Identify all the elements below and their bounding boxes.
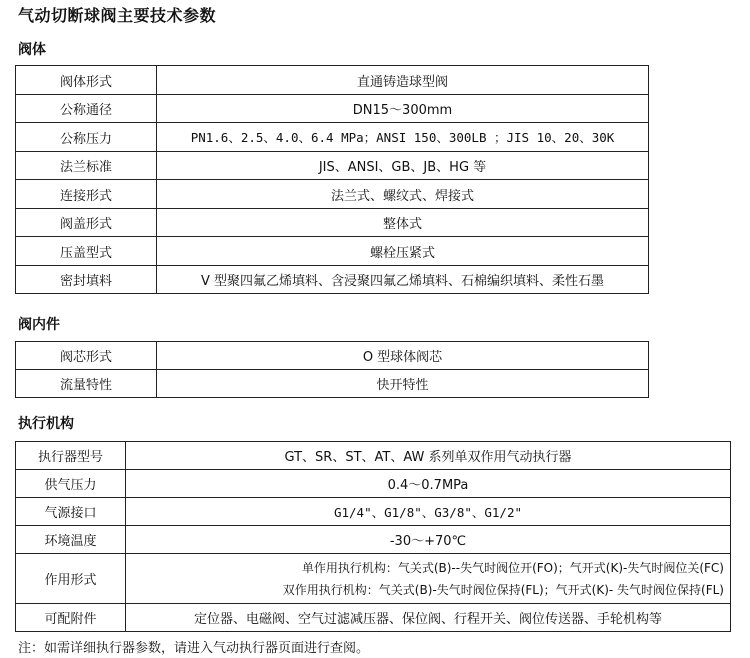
table-row bbox=[16, 498, 731, 526]
section-title-valve-body: 阀体 bbox=[18, 42, 46, 58]
row-value: 定位器、电磁阀、空气过滤减压器、保位阀、行程开关、阀位传送器、手轮机构等 bbox=[126, 604, 731, 632]
row-value: JIS、ANSI、GB、JB、HG 等 bbox=[157, 152, 649, 180]
row-label: 供气压力 bbox=[16, 470, 126, 498]
row-label: 环境温度 bbox=[16, 526, 126, 554]
table-row bbox=[16, 123, 649, 152]
table-row bbox=[16, 604, 731, 632]
row-value: 0.4～0.7MPa bbox=[126, 470, 731, 498]
row-value: 整体式 bbox=[157, 209, 649, 237]
row-value: 直通铸造球型阀 bbox=[157, 66, 649, 95]
document-title: 气动切断球阀主要技术参数 bbox=[18, 6, 217, 25]
row-label: 压盖型式 bbox=[16, 237, 157, 266]
action-mode-double: 双作用执行机构：气关式(B)-失气时阀位保持(FL)；气开式(K)- 失气时阀位保持(FL) bbox=[282, 582, 724, 597]
valve-trim-table bbox=[15, 341, 649, 398]
row-label: 气源接口 bbox=[16, 498, 126, 526]
actuator-table bbox=[15, 441, 731, 632]
table-row bbox=[16, 470, 731, 498]
row-label: 阀盖形式 bbox=[16, 209, 157, 237]
section-title-actuator: 执行机构 bbox=[18, 416, 74, 432]
row-value: V 型聚四氟乙烯填料、含浸聚四氟乙烯填料、石棉编织填料、柔性石墨 bbox=[157, 266, 649, 294]
table-row bbox=[16, 370, 649, 398]
row-value: O 型球体阀芯 bbox=[157, 342, 649, 370]
table-row bbox=[16, 237, 649, 266]
section-title-valve-trim: 阀内件 bbox=[18, 317, 60, 333]
table-row bbox=[16, 526, 731, 554]
row-label: 阀芯形式 bbox=[16, 342, 157, 370]
table-row bbox=[16, 152, 649, 180]
row-value: G1/4"、G1/8"、G3/8"、G1/2" bbox=[126, 498, 731, 526]
table-row bbox=[16, 342, 649, 370]
row-value: 法兰式、螺纹式、焊接式 bbox=[157, 180, 649, 209]
row-label: 法兰标准 bbox=[16, 152, 157, 180]
table-row bbox=[16, 66, 649, 95]
action-mode-single: 单作用执行机构：气关式(B)--失气时阀位开(FO)；气开式(K)-失气时阀位关(FC) bbox=[301, 560, 724, 575]
row-label: 密封填料 bbox=[16, 266, 157, 294]
row-value: GT、SR、ST、AT、AW 系列单双作用气动执行器 bbox=[126, 442, 731, 470]
row-label: 可配附件 bbox=[16, 604, 126, 632]
row-value: 螺栓压紧式 bbox=[157, 237, 649, 266]
row-label: 流量特性 bbox=[16, 370, 157, 398]
table-row bbox=[16, 95, 649, 123]
valve-body-table bbox=[15, 65, 649, 294]
row-label: 作用形式 bbox=[16, 554, 126, 604]
row-value: DN15～300mm bbox=[157, 95, 649, 123]
row-value: PN1.6、2.5、4.0、6.4 MPa；ANSI 150、300LB ；JIS 10、20、30K bbox=[157, 123, 649, 152]
row-label: 阀体形式 bbox=[16, 66, 157, 95]
row-label: 公称压力 bbox=[16, 123, 157, 152]
table-row bbox=[16, 180, 649, 209]
row-value: -30～+70℃ bbox=[126, 526, 731, 554]
table-row bbox=[16, 266, 649, 294]
table-row bbox=[16, 554, 731, 604]
row-value: 快开特性 bbox=[157, 370, 649, 398]
row-value-multiline bbox=[126, 554, 731, 604]
row-label: 执行器型号 bbox=[16, 442, 126, 470]
row-label: 公称通径 bbox=[16, 95, 157, 123]
footnote: 注：如需详细执行器参数，请进入气动执行器页面进行查阅。 bbox=[18, 641, 370, 656]
table-row bbox=[16, 442, 731, 470]
table-row bbox=[16, 209, 649, 237]
row-label: 连接形式 bbox=[16, 180, 157, 209]
